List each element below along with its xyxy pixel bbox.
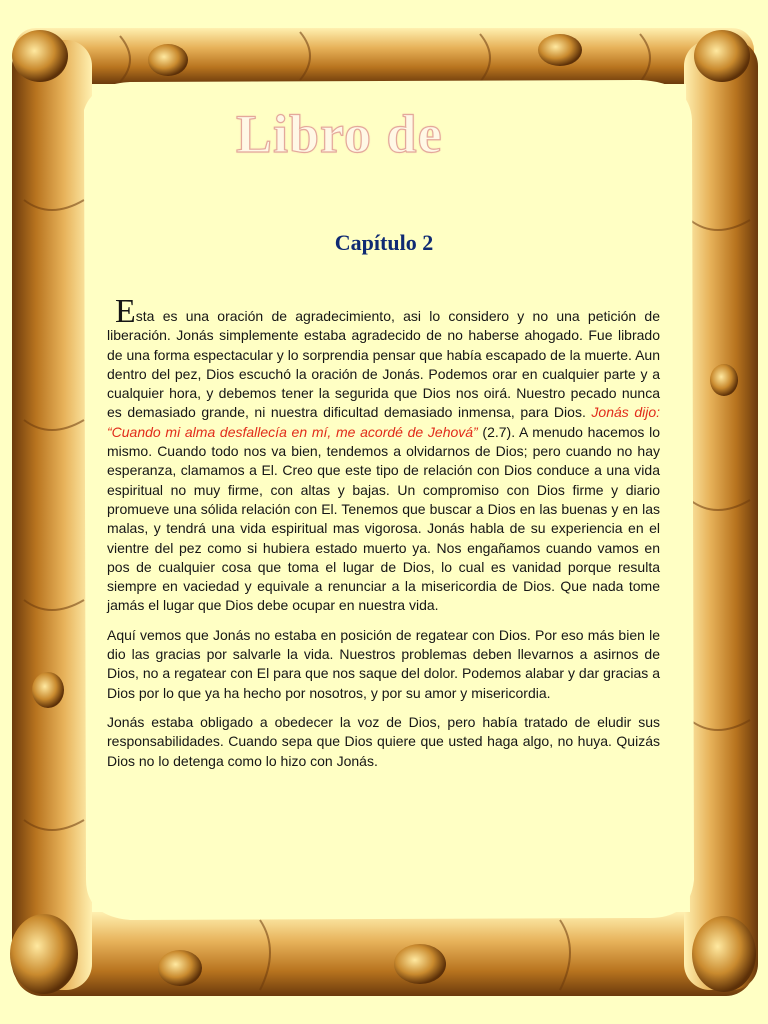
- paragraph-2: Aquí vemos que Jonás no estaba en posición de regatear con Dios. Por eso más bien le dio las gracias por salvarle la vida. Nuestros problemas deben llevarnos a asirnos de Dios, no a regatear con El para que nos saque del dolor. Podemos alabar y dar gracias a Dios por lo que ya ha hecho por nosotros, y por su amor y misericordia.: [107, 626, 660, 701]
- chapter-heading: Capítulo 2: [334, 230, 434, 255]
- scroll-left: [12, 40, 92, 990]
- scripture-quote: Jonás dijo: “Cuando mi alma desfallecía en mí, me acordé de Jehová”: [107, 404, 661, 440]
- paragraph-3: Jonás estaba obligado a obedecer la voz de Dios, pero había tratado de eludir sus responsabilidades. Cuando sepa que Dios quiere que usted haga algo, no huya. Quizás Dios no lo detenga como lo hizo con Jonás.: [107, 713, 660, 769]
- page-title: Libro de: [236, 104, 443, 164]
- drop-cap: E: [115, 293, 136, 330]
- paragraph-1: [107, 293, 661, 616]
- scroll-bottom: [14, 912, 754, 996]
- scroll-right: [684, 40, 758, 990]
- chapter-text: [107, 293, 661, 781]
- paragraph-1-text: sta es una oración de agradecimiento, asi lo considero y no una petición de liberación. Jonás simplemente estaba agradecido de no haberse ahogado. Fue librado de una forma espectacular y lo sorprendia pensar que había escapado de la muerte. Aun dentro del pez, Dios escuchó la oración de Jonás. Podemos orar en cualquier parte y a cualquier hora, y debemos tener la segurida que Dios nos oirá. Nuestro pecado nunca es demasiado grande, ni nuestra dificultad demasiado inmensa, para Dios.: [107, 308, 660, 421]
- paragraph-1-continuation: (2.7). A menudo hacemos lo mismo. Cuando todo nos va bien, tendemos a olvidarnos de Dios; pero cuando no hay esperanza, clamamos a El. Creo que este tipo de relación con Dios conduce a una vida espiritual no muy firme, con altas y bajas. Un compromiso con Dios firme y diario promueve una sólida relación con El. Tenemos que buscar a Dios en las buenas y en las malas, y tendrá una vida espiritual mas vigorosa. Jonás habla de su experiencia en el vientre del pez como si hubiera estado muerto ya. Nos engañamos cuando vamos en pos de cualquier cosa que toma el lugar de Dios, lo cual es vanidad porque resulta siempre en vaciedad y equivale a renunciar a la misericordia de Dios. Que nada tome jamás el lugar que Dios debe ocupar en nuestra vida.: [107, 423, 660, 614]
